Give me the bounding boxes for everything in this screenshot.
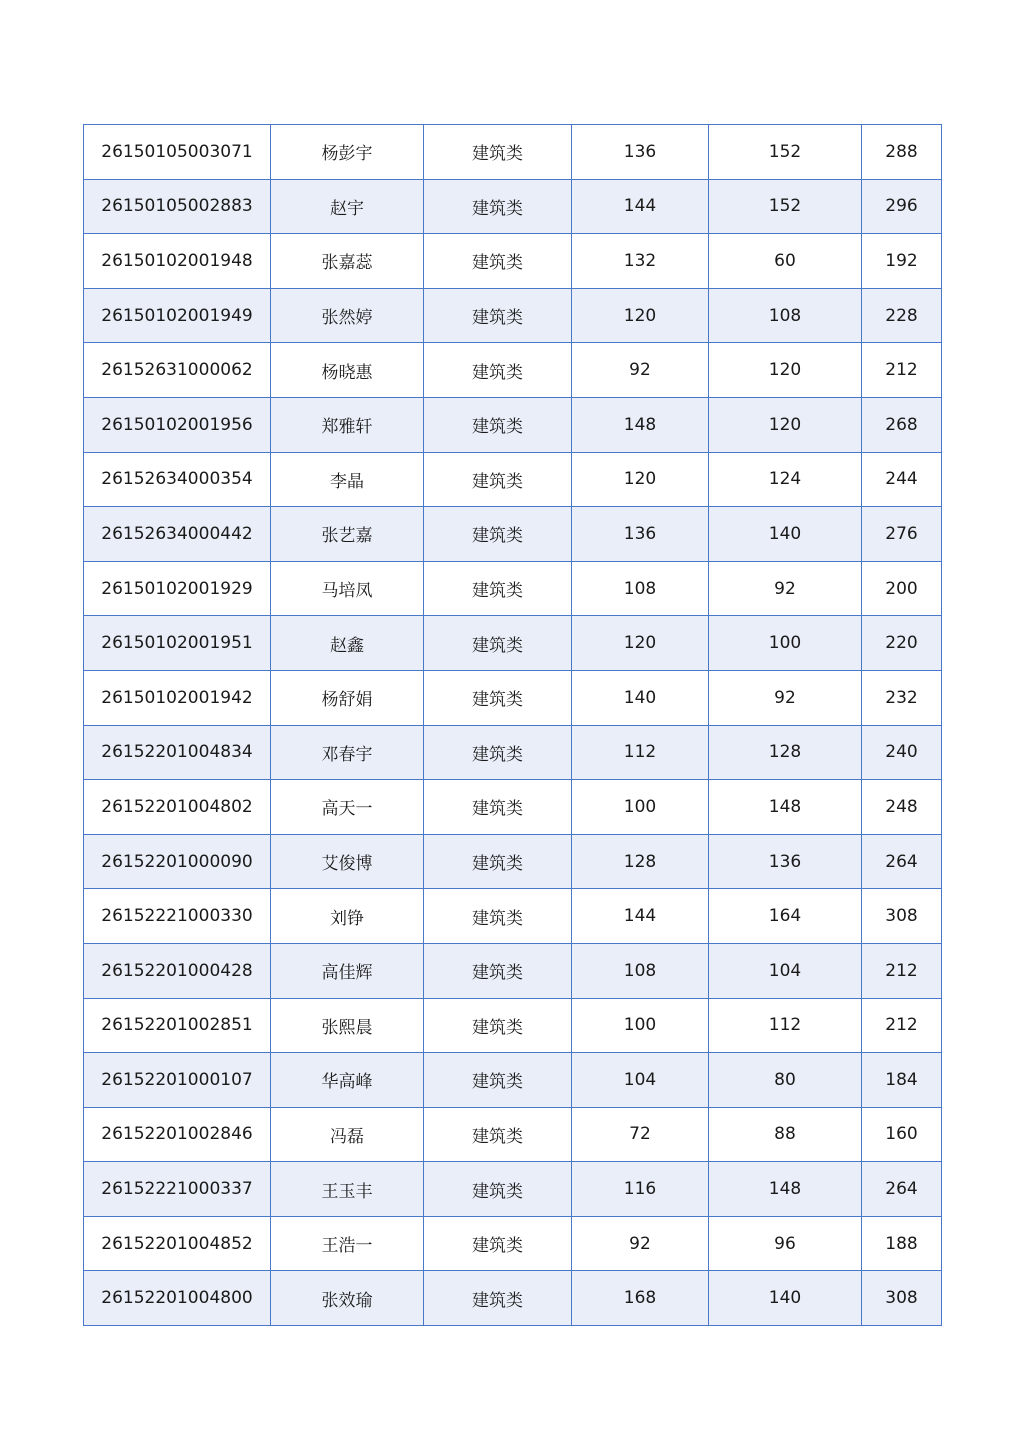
table-body <box>84 125 942 1326</box>
cell-name: 郑雅轩 <box>271 397 424 452</box>
cell-candidate-id: 26152221000337 <box>84 1162 271 1217</box>
cell-score-2: 136 <box>709 834 862 889</box>
cell-score-2: 152 <box>709 179 862 234</box>
cell-score-2: 100 <box>709 616 862 671</box>
cell-candidate-id: 26150105003071 <box>84 125 271 180</box>
table-row <box>84 507 942 562</box>
cell-score-2: 120 <box>709 397 862 452</box>
cell-score-2: 80 <box>709 1053 862 1108</box>
cell-name: 艾俊博 <box>271 834 424 889</box>
cell-score-1: 104 <box>572 1053 709 1108</box>
cell-score-2: 128 <box>709 725 862 780</box>
table-row <box>84 1053 942 1108</box>
cell-score-2: 88 <box>709 1107 862 1162</box>
cell-score-2: 152 <box>709 125 862 180</box>
cell-category: 建筑类 <box>424 561 572 616</box>
cell-name: 邓春宇 <box>271 725 424 780</box>
cell-score-2: 96 <box>709 1216 862 1271</box>
cell-candidate-id: 26152201002851 <box>84 998 271 1053</box>
cell-score-1: 108 <box>572 561 709 616</box>
table-row <box>84 343 942 398</box>
cell-total: 220 <box>862 616 942 671</box>
cell-total: 232 <box>862 670 942 725</box>
cell-category: 建筑类 <box>424 1053 572 1108</box>
cell-score-2: 60 <box>709 234 862 289</box>
cell-total: 212 <box>862 943 942 998</box>
cell-name: 王浩一 <box>271 1216 424 1271</box>
cell-score-2: 148 <box>709 780 862 835</box>
cell-name: 赵鑫 <box>271 616 424 671</box>
cell-name: 李晶 <box>271 452 424 507</box>
cell-score-1: 72 <box>572 1107 709 1162</box>
cell-score-1: 120 <box>572 288 709 343</box>
cell-score-2: 108 <box>709 288 862 343</box>
cell-candidate-id: 26152201000107 <box>84 1053 271 1108</box>
cell-score-1: 108 <box>572 943 709 998</box>
cell-candidate-id: 26150102001942 <box>84 670 271 725</box>
table-row <box>84 943 942 998</box>
table-row <box>84 234 942 289</box>
cell-score-2: 140 <box>709 507 862 562</box>
cell-total: 188 <box>862 1216 942 1271</box>
table-row <box>84 725 942 780</box>
table-row <box>84 397 942 452</box>
cell-total: 244 <box>862 452 942 507</box>
table-row <box>84 670 942 725</box>
cell-category: 建筑类 <box>424 670 572 725</box>
cell-score-1: 112 <box>572 725 709 780</box>
cell-name: 高佳辉 <box>271 943 424 998</box>
cell-total: 276 <box>862 507 942 562</box>
table-row <box>84 125 942 180</box>
cell-category: 建筑类 <box>424 1162 572 1217</box>
table-row <box>84 1216 942 1271</box>
cell-score-1: 92 <box>572 343 709 398</box>
cell-candidate-id: 26152631000062 <box>84 343 271 398</box>
cell-candidate-id: 26150102001956 <box>84 397 271 452</box>
cell-category: 建筑类 <box>424 998 572 1053</box>
cell-candidate-id: 26152221000330 <box>84 889 271 944</box>
cell-category: 建筑类 <box>424 725 572 780</box>
table-row <box>84 998 942 1053</box>
table-row <box>84 1107 942 1162</box>
cell-name: 赵宇 <box>271 179 424 234</box>
cell-category: 建筑类 <box>424 288 572 343</box>
cell-score-2: 112 <box>709 998 862 1053</box>
cell-score-1: 144 <box>572 889 709 944</box>
cell-category: 建筑类 <box>424 397 572 452</box>
cell-name: 杨彭宇 <box>271 125 424 180</box>
cell-candidate-id: 26152634000442 <box>84 507 271 562</box>
cell-total: 212 <box>862 343 942 398</box>
cell-name: 张熙晨 <box>271 998 424 1053</box>
cell-category: 建筑类 <box>424 943 572 998</box>
cell-name: 王玉丰 <box>271 1162 424 1217</box>
cell-candidate-id: 26152201000090 <box>84 834 271 889</box>
cell-total: 308 <box>862 1271 942 1326</box>
table-row <box>84 1162 942 1217</box>
cell-score-1: 148 <box>572 397 709 452</box>
cell-candidate-id: 26152201002846 <box>84 1107 271 1162</box>
cell-category: 建筑类 <box>424 452 572 507</box>
cell-name: 马培凤 <box>271 561 424 616</box>
cell-category: 建筑类 <box>424 616 572 671</box>
cell-total: 160 <box>862 1107 942 1162</box>
cell-score-2: 104 <box>709 943 862 998</box>
table-row <box>84 780 942 835</box>
cell-score-1: 120 <box>572 452 709 507</box>
cell-total: 264 <box>862 834 942 889</box>
cell-candidate-id: 26152201000428 <box>84 943 271 998</box>
cell-name: 刘铮 <box>271 889 424 944</box>
cell-score-1: 144 <box>572 179 709 234</box>
cell-candidate-id: 26150102001951 <box>84 616 271 671</box>
cell-name: 杨晓惠 <box>271 343 424 398</box>
cell-category: 建筑类 <box>424 1107 572 1162</box>
cell-category: 建筑类 <box>424 1271 572 1326</box>
cell-candidate-id: 26152201004852 <box>84 1216 271 1271</box>
cell-total: 268 <box>862 397 942 452</box>
cell-score-1: 136 <box>572 125 709 180</box>
cell-score-1: 128 <box>572 834 709 889</box>
cell-score-1: 116 <box>572 1162 709 1217</box>
table-row <box>84 834 942 889</box>
cell-category: 建筑类 <box>424 179 572 234</box>
cell-score-1: 136 <box>572 507 709 562</box>
cell-category: 建筑类 <box>424 834 572 889</box>
cell-candidate-id: 26150102001948 <box>84 234 271 289</box>
cell-category: 建筑类 <box>424 1216 572 1271</box>
cell-score-2: 164 <box>709 889 862 944</box>
cell-name: 高天一 <box>271 780 424 835</box>
cell-score-2: 140 <box>709 1271 862 1326</box>
cell-total: 288 <box>862 125 942 180</box>
cell-category: 建筑类 <box>424 889 572 944</box>
table-row <box>84 452 942 507</box>
cell-total: 200 <box>862 561 942 616</box>
cell-candidate-id: 26152201004800 <box>84 1271 271 1326</box>
cell-name: 冯磊 <box>271 1107 424 1162</box>
cell-candidate-id: 26150102001929 <box>84 561 271 616</box>
cell-score-1: 120 <box>572 616 709 671</box>
cell-candidate-id: 26152634000354 <box>84 452 271 507</box>
cell-total: 296 <box>862 179 942 234</box>
table-row <box>84 288 942 343</box>
table-row <box>84 561 942 616</box>
cell-score-2: 92 <box>709 561 862 616</box>
score-table <box>83 124 942 1326</box>
cell-category: 建筑类 <box>424 343 572 398</box>
table-row <box>84 1271 942 1326</box>
cell-name: 张效瑜 <box>271 1271 424 1326</box>
cell-total: 192 <box>862 234 942 289</box>
cell-score-1: 100 <box>572 780 709 835</box>
cell-category: 建筑类 <box>424 125 572 180</box>
cell-total: 212 <box>862 998 942 1053</box>
cell-total: 184 <box>862 1053 942 1108</box>
cell-name: 华高峰 <box>271 1053 424 1108</box>
cell-candidate-id: 26150105002883 <box>84 179 271 234</box>
cell-total: 264 <box>862 1162 942 1217</box>
cell-total: 228 <box>862 288 942 343</box>
cell-score-2: 120 <box>709 343 862 398</box>
table-row <box>84 179 942 234</box>
table-row <box>84 616 942 671</box>
cell-score-2: 92 <box>709 670 862 725</box>
cell-total: 240 <box>862 725 942 780</box>
cell-total: 248 <box>862 780 942 835</box>
cell-name: 张艺嘉 <box>271 507 424 562</box>
cell-score-2: 124 <box>709 452 862 507</box>
table-row <box>84 889 942 944</box>
cell-category: 建筑类 <box>424 780 572 835</box>
cell-score-1: 92 <box>572 1216 709 1271</box>
cell-score-1: 100 <box>572 998 709 1053</box>
cell-name: 张然婷 <box>271 288 424 343</box>
cell-category: 建筑类 <box>424 507 572 562</box>
cell-candidate-id: 26152201004834 <box>84 725 271 780</box>
cell-candidate-id: 26150102001949 <box>84 288 271 343</box>
cell-name: 张嘉蕊 <box>271 234 424 289</box>
cell-category: 建筑类 <box>424 234 572 289</box>
cell-score-1: 140 <box>572 670 709 725</box>
cell-score-2: 148 <box>709 1162 862 1217</box>
cell-name: 杨舒娟 <box>271 670 424 725</box>
cell-total: 308 <box>862 889 942 944</box>
cell-score-1: 168 <box>572 1271 709 1326</box>
cell-candidate-id: 26152201004802 <box>84 780 271 835</box>
cell-score-1: 132 <box>572 234 709 289</box>
